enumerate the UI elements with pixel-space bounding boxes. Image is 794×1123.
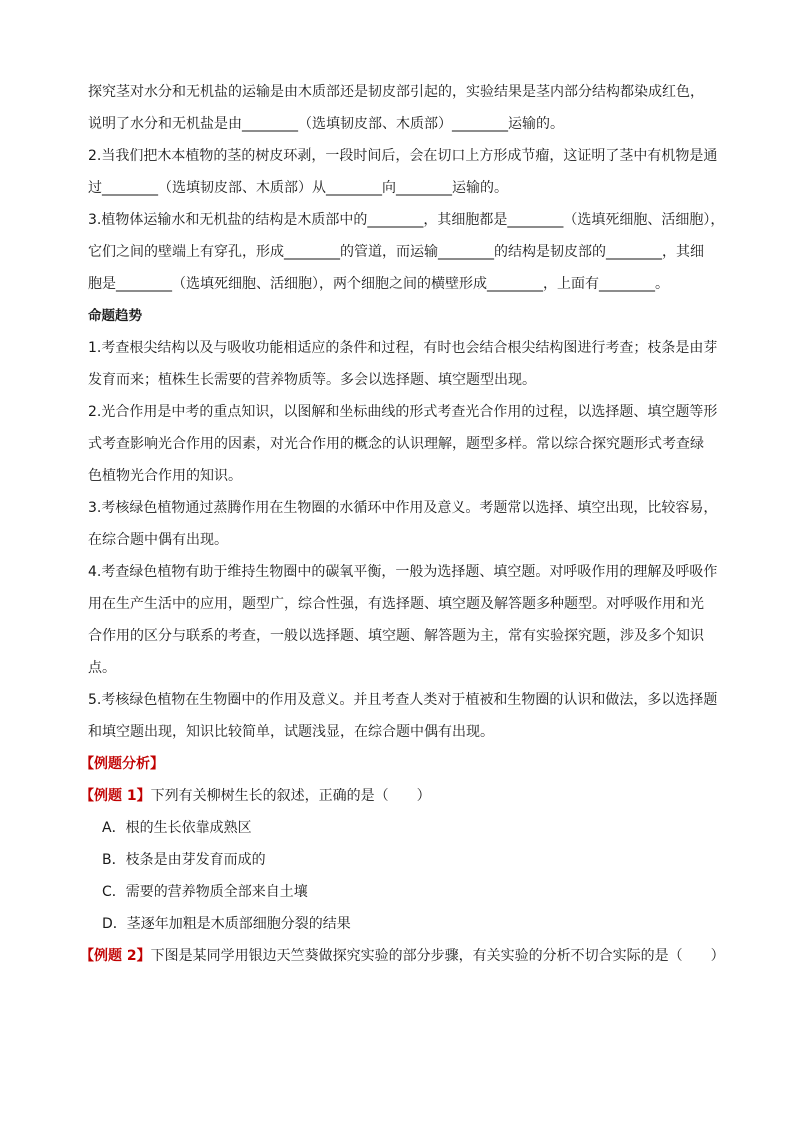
text-line: 它们之间的壁端上有穿孔，形成________的管道，而运输________的结构是韧皮部的________，其细 <box>88 244 704 260</box>
example-1-text: 下列有关柳树生长的叙述，正确的是（ ） <box>150 788 431 804</box>
example-1-option-b: B．枝条是由芽发育而成的 <box>102 852 266 868</box>
trend-line: 色植物光合作用的知识。 <box>88 468 242 484</box>
trend-line: 3.考核绿色植物通过蒸腾作用在生物圈的水循环中作用及意义。考题常以选择、填空出现，比较容易， <box>88 500 718 516</box>
trend-line: 发育而来；植株生长需要的营养物质等。多会以选择题、填空题型出现。 <box>88 372 536 388</box>
trend-line: 5.考核绿色植物在生物圈中的作用及意义。并且考查人类对于植被和生物圈的认识和做法，多以选择题 <box>88 692 718 708</box>
example-heading: 【例题分析】 <box>80 756 164 772</box>
trend-line: 式考查影响光合作用的因素，对光合作用的概念的认识理解，题型多样。常以综合探究题形式考查绿 <box>88 436 704 452</box>
trend-line: 点。 <box>88 660 116 676</box>
trend-line: 用在生产生活中的应用，题型广，综合性强，有选择题、填空题及解答题多种题型。对呼吸作用和光 <box>88 596 704 612</box>
example-1-option-a: A．根的生长依靠成熟区 <box>102 820 252 836</box>
text-line: 探究茎对水分和无机盐的运输是由木质部还是韧皮部引起的，实验结果是茎内部分结构都染成红色， <box>88 84 704 100</box>
trend-line: 4.考查绿色植物有助于维持生物圈中的碳氧平衡，一般为选择题、填空题。对呼吸作用的理解及呼吸作 <box>88 564 718 580</box>
example-1-tag: 【例题 1】 <box>80 788 151 804</box>
example-2-question <box>80 940 725 972</box>
document-page <box>80 76 725 972</box>
text-line: 2.当我们把木本植物的茎的树皮环剥，一段时间后，会在切口上方形成节瘤，这证明了茎中有机物是通 <box>88 148 718 164</box>
trend-line: 1.考查根尖结构以及与吸收功能相适应的条件和过程，有时也会结合根尖结构图进行考查；枝条是由芽 <box>88 340 718 356</box>
text-line: 3.植物体运输水和无机盐的结构是木质部中的________，其细胞都是________（选填死细胞、活细胞）， <box>88 212 725 228</box>
trend-line: 和填空题出现，知识比较简单，试题浅显，在综合题中偶有出现。 <box>88 724 494 740</box>
example-1-question <box>80 780 718 812</box>
trend-line: 在综合题中偶有出现。 <box>88 532 228 548</box>
example-2-text: 下图是某同学用银边天竺葵做探究实验的部分步骤，有关实验的分析不切合实际的是（ ） <box>150 948 725 964</box>
trend-heading: 命题趋势 <box>88 308 142 324</box>
text-line: 说明了水分和无机盐是由________（选填韧皮部、木质部）________运输的。 <box>88 116 564 132</box>
text-line: 过________（选填韧皮部、木质部）从________向________运输的。 <box>88 180 508 196</box>
example-1-option-d: D．茎逐年加粗是木质部细胞分裂的结果 <box>102 916 351 932</box>
trend-line: 合作用的区分与联系的考查，一般以选择题、填空题、解答题为主，常有实验探究题，涉及多个知识 <box>88 628 704 644</box>
text-line: 胞是________（选填死细胞、活细胞），两个细胞之间的横壁形成________，上面有________。 <box>88 276 669 292</box>
example-1-option-c: C．需要的营养物质全部来自土壤 <box>102 884 308 900</box>
example-2-tag: 【例题 2】 <box>80 948 151 964</box>
trend-line: 2.光合作用是中考的重点知识，以图解和坐标曲线的形式考查光合作用的过程，以选择题、填空题等形 <box>88 404 718 420</box>
